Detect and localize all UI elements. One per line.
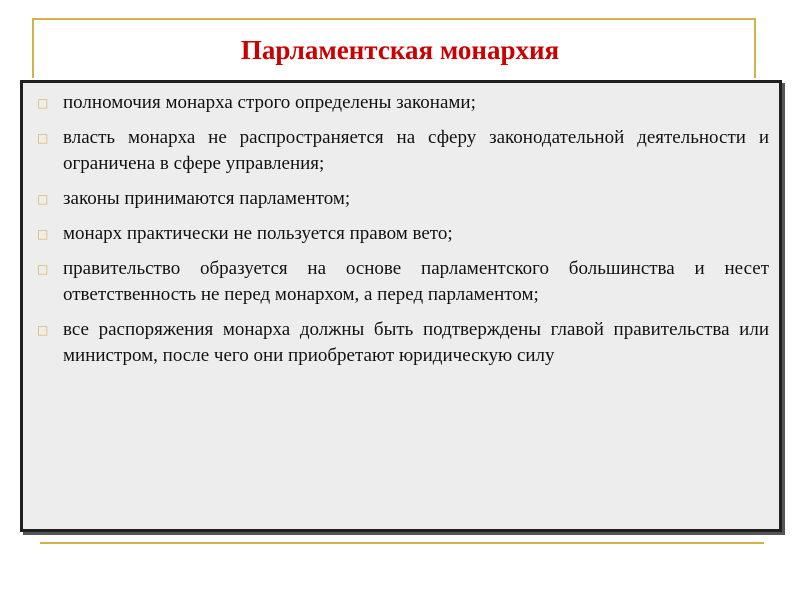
bullet-text: монарх практически не пользуется правом вето;	[63, 223, 453, 244]
slide-title: Парламентская монархия	[240, 35, 560, 65]
bullet-list	[33, 90, 769, 369]
bullet-item	[33, 186, 769, 212]
bullet-square-icon: □	[37, 323, 49, 337]
bullet-square-icon: □	[37, 262, 49, 276]
bullet-item	[33, 256, 769, 308]
bullet-item	[33, 221, 769, 247]
bullet-text: законы принимаются парламентом;	[63, 188, 351, 209]
bullet-square-icon: □	[37, 96, 49, 110]
bullet-text: власть монарха не распространяется на сферу законодательной деятельности и ограничена в сфере управления;	[63, 127, 769, 174]
bullet-text: все распоряжения монарха должны быть подтверждены главой правительства или министром, после чего они приобретают юридическую силу	[63, 319, 769, 366]
bullet-text: полномочия монарха строго определены законами;	[63, 92, 476, 113]
frame-bottom-line	[40, 542, 764, 544]
bullet-square-icon: □	[37, 131, 49, 145]
bullet-text: правительство образуется на основе парламентского большинства и несет ответственность не перед монархом, а перед парламентом;	[63, 258, 769, 305]
frame-top-line	[32, 18, 754, 20]
bullet-square-icon: □	[37, 227, 49, 241]
bullet-item	[33, 125, 769, 177]
content-box	[20, 80, 782, 532]
bullet-item	[33, 317, 769, 369]
bullet-square-icon: □	[37, 192, 49, 206]
bullet-item	[33, 90, 769, 116]
